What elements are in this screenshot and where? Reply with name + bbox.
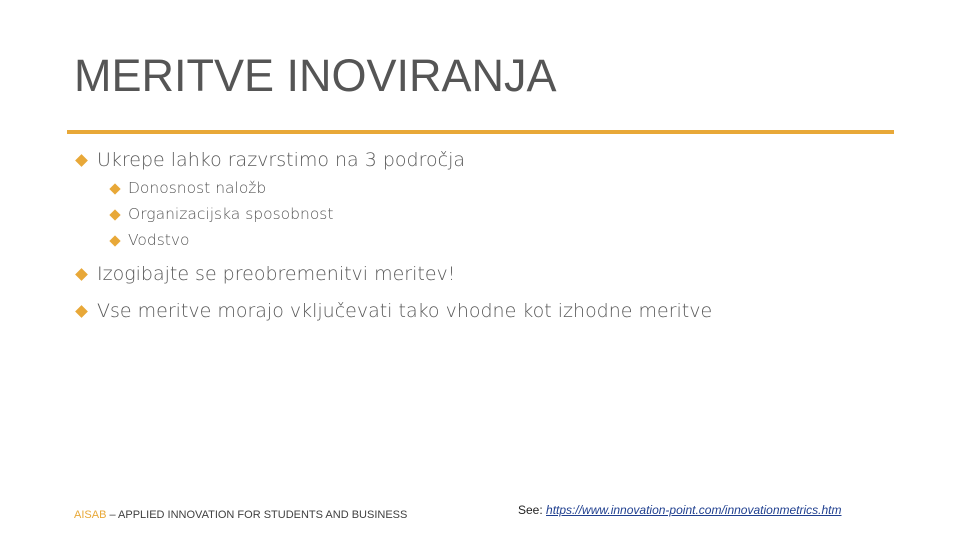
reference-link[interactable]: https://www.innovation-point.com/innovationmetrics.htm: [546, 503, 842, 517]
footer-reference: [518, 503, 842, 517]
bullet-text: Donosnost naložb: [128, 179, 267, 197]
diamond-bullet-icon: [109, 235, 120, 246]
see-label: See:: [518, 503, 547, 517]
diamond-bullet-icon: [109, 209, 120, 220]
slide-title: MERITVE INOVIRANJA: [74, 50, 557, 101]
bullet-item: [97, 300, 712, 322]
diamond-bullet-icon: [75, 154, 88, 167]
bullet-text: Vse meritve morajo vključevati tako vhodne kot izhodne meritve: [97, 300, 713, 322]
bullet-item: [97, 149, 465, 171]
sub-bullet-item: [128, 231, 190, 249]
sub-bullet-item: [128, 179, 266, 197]
diamond-bullet-icon: [109, 183, 120, 194]
title-divider: [67, 130, 894, 134]
footer-brand: [74, 509, 407, 521]
footer-subtitle: APPLIED INNOVATION FOR STUDENTS AND BUSINESS: [118, 509, 408, 521]
bullet-text: Organizacijska sposobnost: [128, 205, 334, 223]
bullet-item: [97, 263, 455, 285]
bullet-text: Vodstvo: [128, 231, 190, 249]
footer-brand-name: AISAB: [74, 509, 107, 521]
sub-bullet-item: [128, 205, 333, 223]
bullet-text: Ukrepe lahko razvrstimo na 3 področja: [97, 149, 466, 171]
diamond-bullet-icon: [75, 305, 88, 318]
diamond-bullet-icon: [75, 268, 88, 281]
footer-separator: –: [106, 509, 119, 521]
bullet-text: Izogibajte se preobremenitvi meritev!: [97, 263, 456, 285]
